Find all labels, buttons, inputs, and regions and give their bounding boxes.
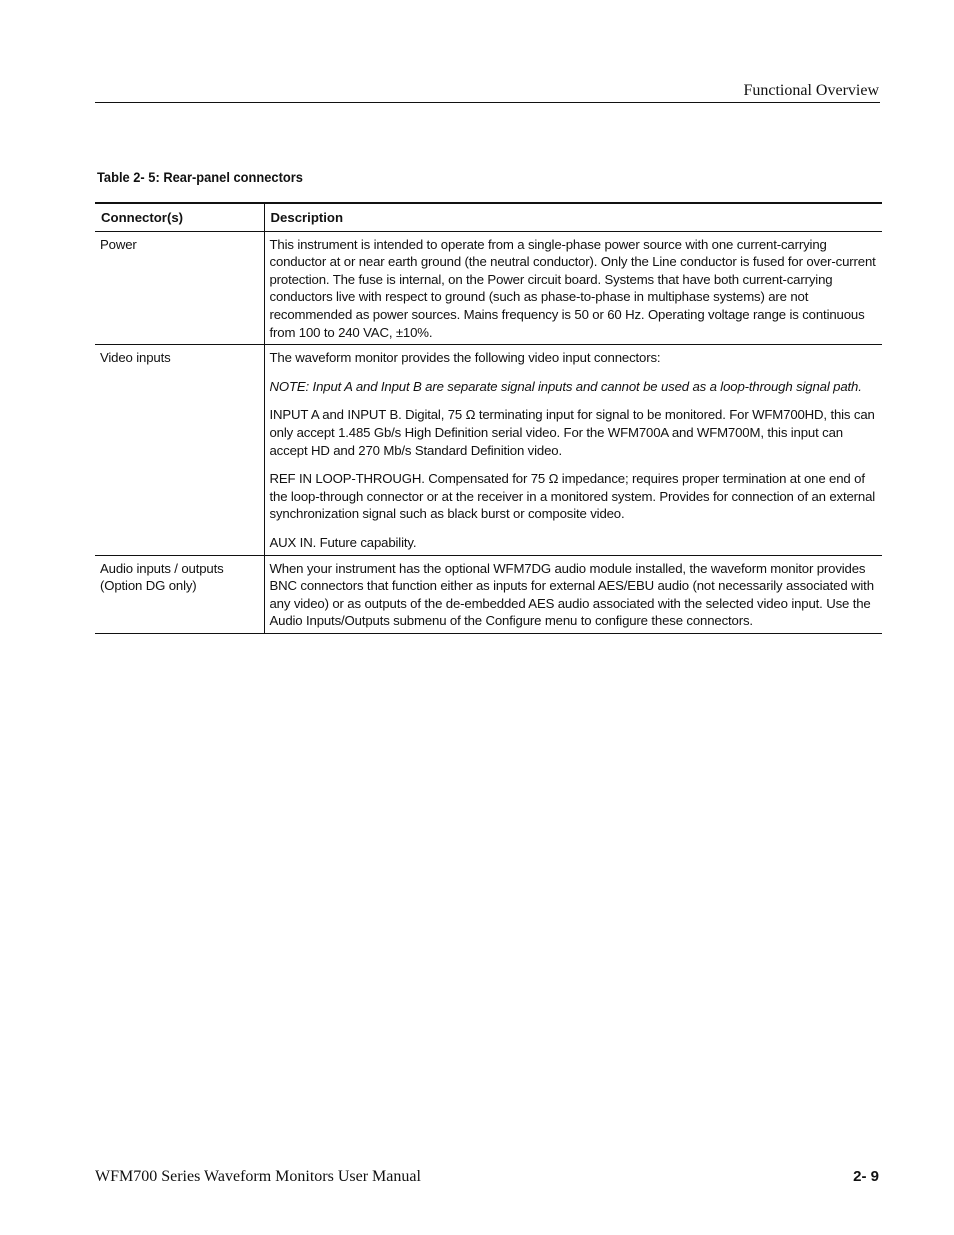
table-row-power bbox=[95, 231, 882, 345]
manual-title: WFM700 Series Waveform Monitors User Manual bbox=[95, 1168, 421, 1185]
description-paragraph: REF IN LOOP-THROUGH. Compensated for 75 Ω impedance; requires proper termination at one end of the loop-through connector or at the receiver in a monitored system. Provides for connection of an external synchronization signal such as black burst or composite video. bbox=[269, 471, 876, 522]
description-paragraph: INPUT A and INPUT B. Digital, 75 Ω terminating input for signal to be monitored. For WFM700HD, this can only accept 1.485 Gb/s High Definition serial video. For the WFM700A and WFM700M, this input can accept HD and 270 Mb/s Standard Definition video. bbox=[269, 407, 875, 458]
description-paragraph: This instrument is intended to operate from a single-phase power source with one current-carrying conductor at or near earth ground (the neutral conductor). Only the Line conductor is fused for over-current protection. The fuse is internal, on the Power circuit board. Systems that have both current-carrying conductors live with respect to ground (such as phase-to-phase in multiphase systems) are not recommended as power sources. Mains frequency is 50 or 60 Hz. Operating voltage range is continuous from 100 to 240 VAC, ±10%. bbox=[269, 236, 876, 340]
header-divider bbox=[95, 102, 880, 103]
table-header-row bbox=[95, 203, 882, 231]
page-number: 2- 9 bbox=[853, 1168, 879, 1185]
connector-cell bbox=[95, 345, 264, 555]
table-row-audio-inputs-outputs bbox=[95, 555, 882, 633]
table-caption: Table 2- 5: Rear-panel connectors bbox=[97, 169, 303, 185]
description-paragraph: AUX IN. Future capability. bbox=[269, 534, 417, 550]
description-cell bbox=[264, 345, 882, 555]
description-paragraph: When your instrument has the optional WFM7DG audio module installed, the waveform monitor provides BNC connectors that function either as inputs for external AES/EBU audio (not necessarily associated with any video) or as outputs of the de-embedded AES audio associated with the selected video input. Use the Audio Inputs/Outputs submenu of the Configure menu to configure these connectors. bbox=[269, 560, 874, 629]
section-title: Functional Overview bbox=[743, 82, 879, 99]
connector-cell bbox=[95, 555, 264, 633]
note-paragraph: NOTE: Input A and Input B are separate signal inputs and cannot be used as a loop-through signal path. bbox=[269, 378, 862, 394]
table-row-video-inputs bbox=[95, 345, 882, 555]
column-header-description: Description bbox=[264, 203, 882, 231]
description-cell bbox=[264, 555, 882, 633]
column-header-connectors: Connector(s) bbox=[95, 203, 264, 231]
connector-cell bbox=[95, 231, 264, 345]
connector-name: Audio inputs / outputs (Option DG only) bbox=[100, 560, 224, 594]
rear-panel-connectors-table bbox=[95, 202, 882, 634]
connector-name: Video inputs bbox=[100, 350, 171, 366]
description-paragraph: The waveform monitor provides the following video input connectors: bbox=[269, 350, 661, 366]
connector-name: Power bbox=[100, 236, 137, 252]
description-cell bbox=[264, 231, 882, 345]
